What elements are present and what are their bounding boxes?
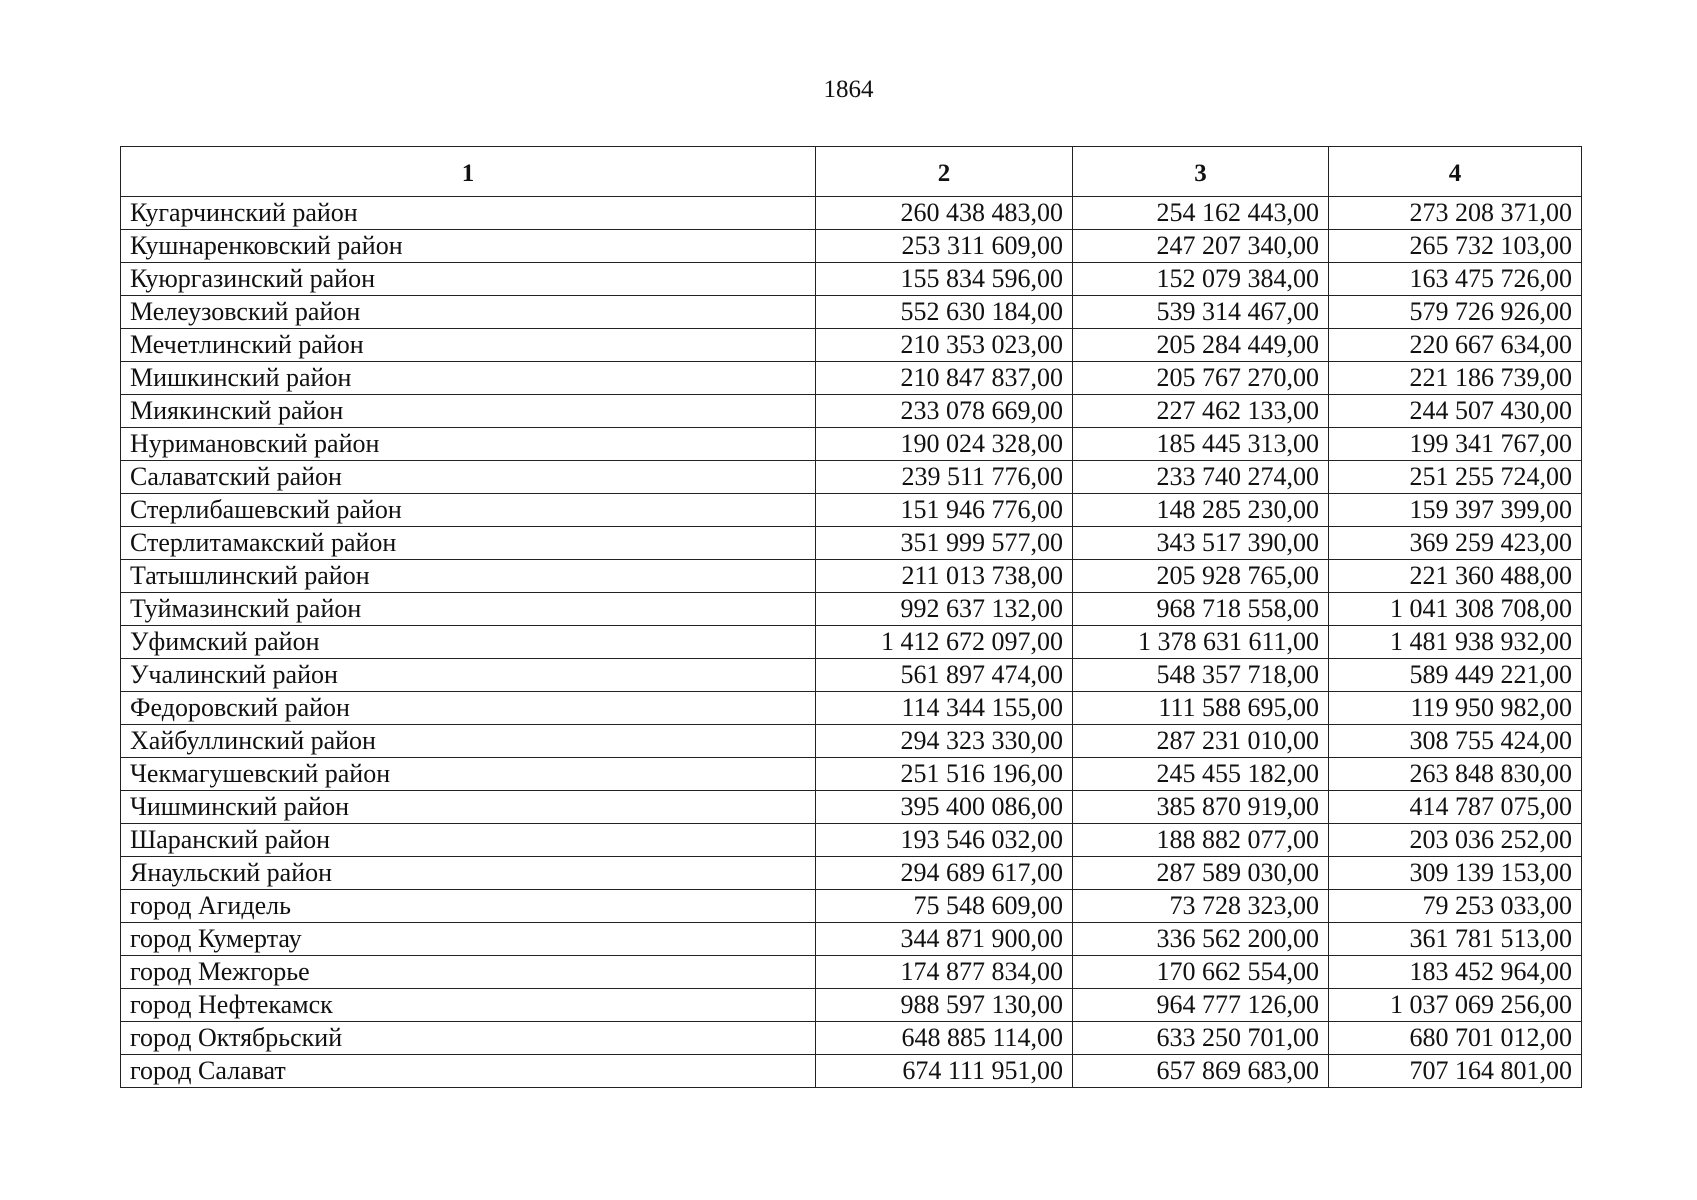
amount-cell: 294 689 617,00 — [816, 857, 1073, 890]
table-row — [121, 758, 1582, 791]
amount-cell: 203 036 252,00 — [1329, 824, 1582, 857]
amount-cell: 263 848 830,00 — [1329, 758, 1582, 791]
territory-name-cell: Янаульский район — [121, 857, 816, 890]
amount-cell: 648 885 114,00 — [816, 1022, 1073, 1055]
table-row — [121, 692, 1582, 725]
table-row — [121, 230, 1582, 263]
table-row — [121, 890, 1582, 923]
amount-cell: 159 397 399,00 — [1329, 494, 1582, 527]
amount-cell: 968 718 558,00 — [1073, 593, 1329, 626]
territory-name-cell: город Салават — [121, 1055, 816, 1088]
amount-cell: 1 037 069 256,00 — [1329, 989, 1582, 1022]
territory-name-cell: город Агидель — [121, 890, 816, 923]
territory-name-cell: Мишкинский район — [121, 362, 816, 395]
table-row — [121, 461, 1582, 494]
amount-cell: 414 787 075,00 — [1329, 791, 1582, 824]
amount-cell: 220 667 634,00 — [1329, 329, 1582, 362]
table-row — [121, 989, 1582, 1022]
amount-cell: 239 511 776,00 — [816, 461, 1073, 494]
amount-cell: 163 475 726,00 — [1329, 263, 1582, 296]
table-row — [121, 494, 1582, 527]
territory-name-cell: Туймазинский район — [121, 593, 816, 626]
amount-cell: 151 946 776,00 — [816, 494, 1073, 527]
amount-cell: 245 455 182,00 — [1073, 758, 1329, 791]
amount-cell: 227 462 133,00 — [1073, 395, 1329, 428]
territory-name-cell: Стерлибашевский район — [121, 494, 816, 527]
amount-cell: 188 882 077,00 — [1073, 824, 1329, 857]
amount-cell: 343 517 390,00 — [1073, 527, 1329, 560]
amount-cell: 369 259 423,00 — [1329, 527, 1582, 560]
territory-name-cell: Мечетлинский район — [121, 329, 816, 362]
amount-cell: 247 207 340,00 — [1073, 230, 1329, 263]
amount-cell: 992 637 132,00 — [816, 593, 1073, 626]
amount-cell: 552 630 184,00 — [816, 296, 1073, 329]
amount-cell: 233 740 274,00 — [1073, 461, 1329, 494]
amount-cell: 155 834 596,00 — [816, 263, 1073, 296]
table-row — [121, 1022, 1582, 1055]
territory-name-cell: Стерлитамакский район — [121, 527, 816, 560]
table-row — [121, 923, 1582, 956]
amount-cell: 233 078 669,00 — [816, 395, 1073, 428]
amount-cell: 174 877 834,00 — [816, 956, 1073, 989]
territory-name-cell: Чишминский район — [121, 791, 816, 824]
table-row — [121, 296, 1582, 329]
table-row — [121, 725, 1582, 758]
amount-cell: 1 378 631 611,00 — [1073, 626, 1329, 659]
territory-name-cell: Хайбуллинский район — [121, 725, 816, 758]
column-header: 4 — [1329, 147, 1582, 197]
amount-cell: 395 400 086,00 — [816, 791, 1073, 824]
amount-cell: 294 323 330,00 — [816, 725, 1073, 758]
amount-cell: 205 767 270,00 — [1073, 362, 1329, 395]
table-row — [121, 824, 1582, 857]
amount-cell: 244 507 430,00 — [1329, 395, 1582, 428]
amount-cell: 308 755 424,00 — [1329, 725, 1582, 758]
territory-name-cell: Салаватский район — [121, 461, 816, 494]
amount-cell: 251 516 196,00 — [816, 758, 1073, 791]
amount-cell: 385 870 919,00 — [1073, 791, 1329, 824]
amount-cell: 114 344 155,00 — [816, 692, 1073, 725]
territory-name-cell: Кушнаренковский район — [121, 230, 816, 263]
table-row — [121, 659, 1582, 692]
column-header: 1 — [121, 147, 816, 197]
amount-cell: 964 777 126,00 — [1073, 989, 1329, 1022]
amount-cell: 273 208 371,00 — [1329, 197, 1582, 230]
table-row — [121, 362, 1582, 395]
amount-cell: 254 162 443,00 — [1073, 197, 1329, 230]
table-row — [121, 1055, 1582, 1088]
table-row — [121, 197, 1582, 230]
amount-cell: 79 253 033,00 — [1329, 890, 1582, 923]
territory-name-cell: Чекмагушевский район — [121, 758, 816, 791]
amount-cell: 265 732 103,00 — [1329, 230, 1582, 263]
territory-name-cell: Татышлинский район — [121, 560, 816, 593]
territory-name-cell: город Нефтекамск — [121, 989, 816, 1022]
territory-name-cell: город Кумертау — [121, 923, 816, 956]
amount-cell: 657 869 683,00 — [1073, 1055, 1329, 1088]
amount-cell: 589 449 221,00 — [1329, 659, 1582, 692]
amount-cell: 152 079 384,00 — [1073, 263, 1329, 296]
amount-cell: 539 314 467,00 — [1073, 296, 1329, 329]
territory-name-cell: Учалинский район — [121, 659, 816, 692]
table-row — [121, 560, 1582, 593]
amount-cell: 336 562 200,00 — [1073, 923, 1329, 956]
amount-cell: 205 284 449,00 — [1073, 329, 1329, 362]
amount-cell: 170 662 554,00 — [1073, 956, 1329, 989]
amount-cell: 251 255 724,00 — [1329, 461, 1582, 494]
amount-cell: 287 231 010,00 — [1073, 725, 1329, 758]
table-row — [121, 626, 1582, 659]
amount-cell: 351 999 577,00 — [816, 527, 1073, 560]
amount-cell: 548 357 718,00 — [1073, 659, 1329, 692]
amount-cell: 185 445 313,00 — [1073, 428, 1329, 461]
amount-cell: 1 041 308 708,00 — [1329, 593, 1582, 626]
amount-cell: 260 438 483,00 — [816, 197, 1073, 230]
amount-cell: 680 701 012,00 — [1329, 1022, 1582, 1055]
table-row — [121, 428, 1582, 461]
amount-cell: 210 353 023,00 — [816, 329, 1073, 362]
amount-cell: 1 412 672 097,00 — [816, 626, 1073, 659]
amount-cell: 309 139 153,00 — [1329, 857, 1582, 890]
amount-cell: 344 871 900,00 — [816, 923, 1073, 956]
amount-cell: 210 847 837,00 — [816, 362, 1073, 395]
amount-cell: 148 285 230,00 — [1073, 494, 1329, 527]
amount-cell: 73 728 323,00 — [1073, 890, 1329, 923]
territory-name-cell: Куюргазинский район — [121, 263, 816, 296]
amount-cell: 707 164 801,00 — [1329, 1055, 1582, 1088]
amount-cell: 1 481 938 932,00 — [1329, 626, 1582, 659]
amount-cell: 199 341 767,00 — [1329, 428, 1582, 461]
amount-cell: 221 360 488,00 — [1329, 560, 1582, 593]
amount-cell: 205 928 765,00 — [1073, 560, 1329, 593]
column-header: 3 — [1073, 147, 1329, 197]
amount-cell: 119 950 982,00 — [1329, 692, 1582, 725]
table-row — [121, 527, 1582, 560]
territory-name-cell: Федоровский район — [121, 692, 816, 725]
amount-cell: 193 546 032,00 — [816, 824, 1073, 857]
amount-cell: 75 548 609,00 — [816, 890, 1073, 923]
amount-cell: 253 311 609,00 — [816, 230, 1073, 263]
territory-name-cell: город Октябрьский — [121, 1022, 816, 1055]
amount-cell: 674 111 951,00 — [816, 1055, 1073, 1088]
amount-cell: 561 897 474,00 — [816, 659, 1073, 692]
amount-cell: 633 250 701,00 — [1073, 1022, 1329, 1055]
amount-cell: 579 726 926,00 — [1329, 296, 1582, 329]
territory-name-cell: Мелеузовский район — [121, 296, 816, 329]
amount-cell: 211 013 738,00 — [816, 560, 1073, 593]
amount-cell: 221 186 739,00 — [1329, 362, 1582, 395]
column-header: 2 — [816, 147, 1073, 197]
header-row — [121, 147, 1582, 197]
table-row — [121, 857, 1582, 890]
amount-cell: 111 588 695,00 — [1073, 692, 1329, 725]
table-row — [121, 395, 1582, 428]
territory-name-cell: Кугарчинский район — [121, 197, 816, 230]
table-row — [121, 263, 1582, 296]
territory-name-cell: Уфимский район — [121, 626, 816, 659]
amount-cell: 183 452 964,00 — [1329, 956, 1582, 989]
amount-cell: 287 589 030,00 — [1073, 857, 1329, 890]
territory-name-cell: Шаранский район — [121, 824, 816, 857]
table-row — [121, 791, 1582, 824]
data-table — [120, 146, 1582, 1088]
territory-name-cell: Миякинский район — [121, 395, 816, 428]
amount-cell: 190 024 328,00 — [816, 428, 1073, 461]
table-row — [121, 956, 1582, 989]
table-row — [121, 329, 1582, 362]
amount-cell: 361 781 513,00 — [1329, 923, 1582, 956]
territory-name-cell: город Межгорье — [121, 956, 816, 989]
table-body — [121, 197, 1582, 1088]
page-number: 1864 — [823, 76, 874, 103]
amount-cell: 988 597 130,00 — [816, 989, 1073, 1022]
table-row — [121, 593, 1582, 626]
territory-name-cell: Нуримановский район — [121, 428, 816, 461]
